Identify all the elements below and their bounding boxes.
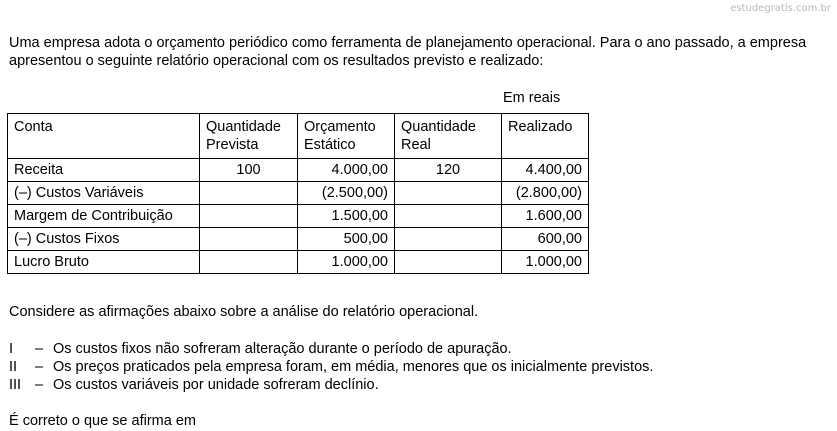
statement-text: Os custos fixos não sofreram alteração durante o período de apuração.	[53, 341, 512, 357]
table-row	[8, 228, 589, 251]
cell-conta: Lucro Bruto	[8, 251, 200, 274]
statement-item	[9, 340, 653, 358]
question-text: Considere as afirmações abaixo sobre a análise do relatório operacional.	[9, 304, 479, 320]
closing-text: É correto o que se afirma em	[9, 413, 196, 429]
table-row	[8, 205, 589, 228]
cell-quantidade-real	[395, 251, 502, 274]
cell-conta: (–) Custos Variáveis	[8, 182, 200, 205]
cell-quantidade-prevista	[200, 205, 298, 228]
cell-orcamento-estatico: 1.500,00	[298, 205, 395, 228]
cell-realizado: 1.000,00	[502, 251, 589, 274]
cell-realizado: 1.600,00	[502, 205, 589, 228]
statement-text: Os preços praticados pela empresa foram, em média, menores que os inicialmente previstos.	[53, 359, 654, 375]
cell-orcamento-estatico: 500,00	[298, 228, 395, 251]
statement-numeral: I	[9, 341, 14, 357]
cell-quantidade-real	[395, 228, 502, 251]
cell-quantidade-prevista: 100	[200, 159, 298, 182]
cell-quantidade-real	[395, 205, 502, 228]
statement-dash: –	[35, 377, 44, 393]
header-conta: Conta	[8, 114, 200, 159]
cell-orcamento-estatico: 4.000,00	[298, 159, 395, 182]
cell-quantidade-prevista	[200, 182, 298, 205]
operational-report-table	[7, 113, 589, 274]
unit-note: Em reais	[503, 90, 561, 106]
statement-list	[9, 340, 653, 394]
table-row	[8, 251, 589, 274]
header-orcamento-estatico: Orçamento Estático	[298, 114, 395, 159]
statement-dash: –	[35, 341, 44, 357]
watermark: estudegratis.com.br	[730, 3, 831, 14]
cell-realizado: 600,00	[502, 228, 589, 251]
header-quantidade-prevista: Quantidade Prevista	[200, 114, 298, 159]
statement-numeral: III	[9, 377, 22, 393]
cell-quantidade-real: 120	[395, 159, 502, 182]
cell-conta: Margem de Contribuição	[8, 205, 200, 228]
header-realizado: Realizado	[502, 114, 589, 159]
cell-orcamento-estatico: (2.500,00)	[298, 182, 395, 205]
table-header-row	[8, 114, 589, 159]
table-row	[8, 182, 589, 205]
cell-realizado: 4.400,00	[502, 159, 589, 182]
cell-conta: Receita	[8, 159, 200, 182]
table-row	[8, 159, 589, 182]
statement-item	[9, 358, 653, 376]
statement-numeral: II	[9, 359, 18, 375]
cell-quantidade-real	[395, 182, 502, 205]
header-quantidade-real: Quantidade Real	[395, 114, 502, 159]
cell-quantidade-prevista	[200, 228, 298, 251]
cell-realizado: (2.800,00)	[502, 182, 589, 205]
statement-dash: –	[35, 359, 44, 375]
statement-item	[9, 376, 653, 394]
cell-orcamento-estatico: 1.000,00	[298, 251, 395, 274]
intro-paragraph: Uma empresa adota o orçamento periódico como ferramenta de planejamento operacional. Para o ano passado, a empresa apresentou o seguinte relatório operacional com os resultados previsto e realizado:	[9, 35, 807, 69]
cell-conta: (–) Custos Fixos	[8, 228, 200, 251]
cell-quantidade-prevista	[200, 251, 298, 274]
statement-text: Os custos variáveis por unidade sofreram declínio.	[53, 377, 379, 393]
